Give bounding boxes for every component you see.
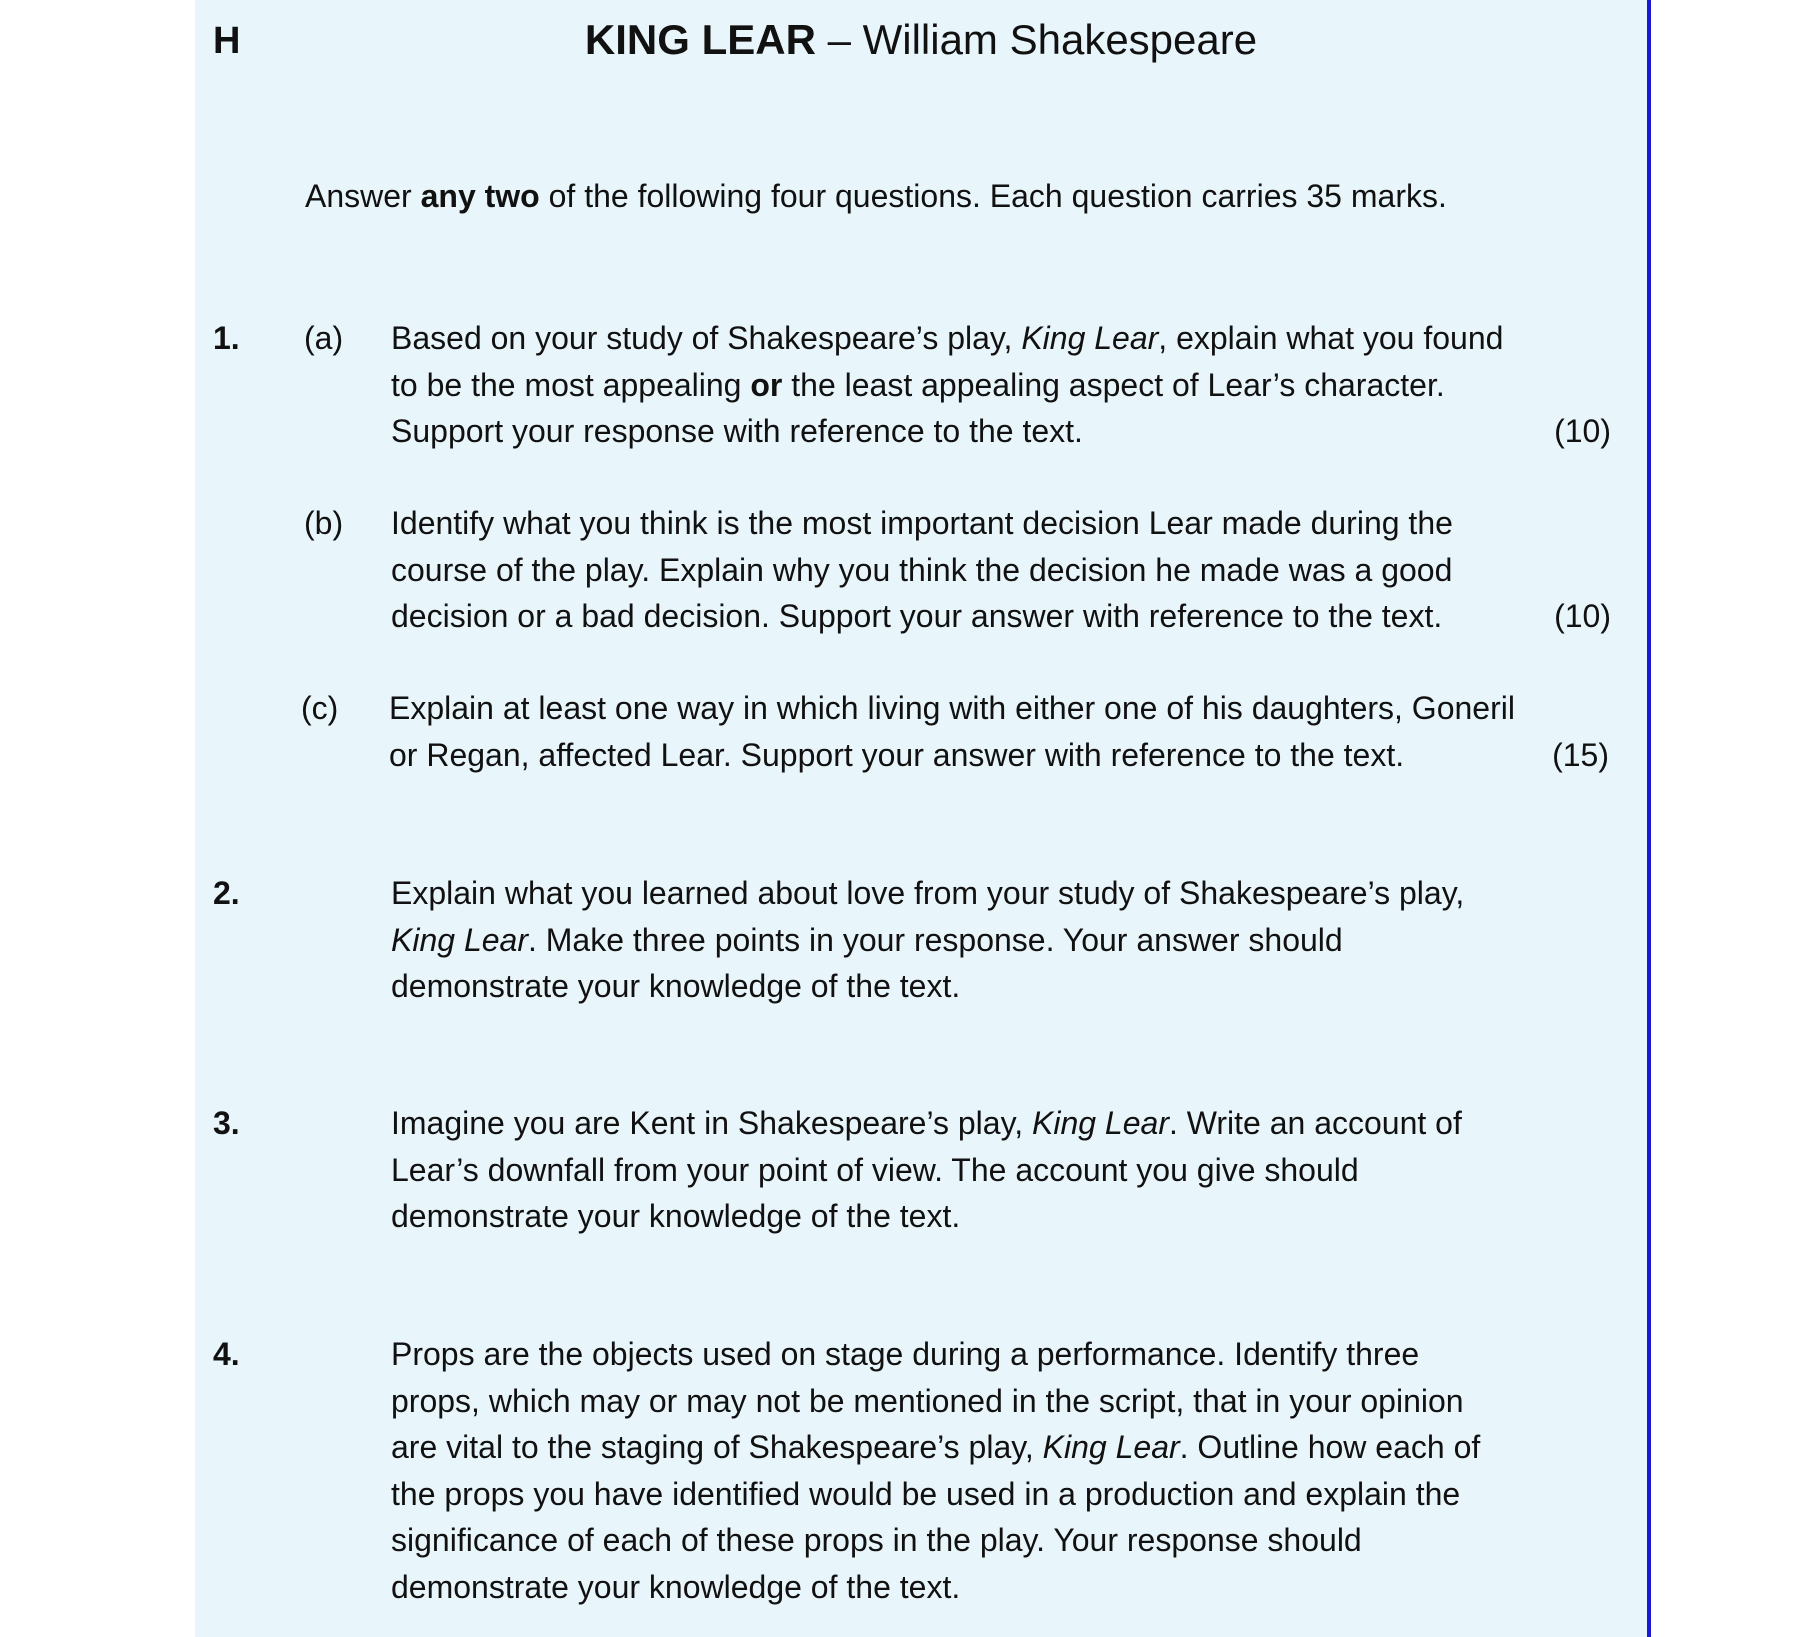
question-line: King Lear. Make three points in your response. Your answer should bbox=[391, 921, 1343, 958]
question-line: or Regan, affected Lear. Support your answer with reference to the text. (15) bbox=[389, 732, 1609, 779]
title-play-name: KING LEAR bbox=[584, 16, 816, 63]
question-line: Explain what you learned about love from your study of Shakespeare’s play, bbox=[391, 875, 1465, 911]
exam-page bbox=[195, 0, 1651, 1637]
marks-1b: (10) bbox=[1554, 598, 1611, 634]
instruction-part: Answer bbox=[305, 178, 421, 214]
question-line: significance of each of these props in the play. Your response should bbox=[391, 1522, 1362, 1558]
question-2-text bbox=[391, 870, 1611, 1010]
question-line: demonstrate your knowledge of the text. bbox=[391, 1568, 961, 1605]
question-line: Imagine you are Kent in Shakespeare’s play, King Lear. Write an account of bbox=[391, 1105, 1462, 1141]
marks-1c: (15) bbox=[1552, 736, 1609, 773]
question-line: Props are the objects used on stage during a performance. Identify three bbox=[391, 1336, 1420, 1372]
instruction-text bbox=[305, 178, 1447, 215]
question-line: are vital to the staging of Shakespeare’s play, King Lear. Outline how each of bbox=[391, 1429, 1481, 1465]
question-4-text bbox=[391, 1331, 1611, 1610]
question-line: decision or a bad decision. Support your answer with reference to the text. (10) bbox=[391, 593, 1611, 640]
question-line: demonstrate your knowledge of the text. bbox=[391, 968, 961, 1004]
question-line: demonstrate your knowledge of the text. bbox=[391, 1198, 961, 1234]
question-line: course of the play. Explain why you think the decision he made was a good bbox=[391, 551, 1453, 588]
question-number-1: 1. bbox=[213, 320, 240, 356]
question-3-text bbox=[391, 1100, 1611, 1240]
question-1c-label: (c) bbox=[301, 690, 339, 726]
question-1b-label: (b) bbox=[304, 505, 344, 541]
section-letter: H bbox=[213, 20, 241, 62]
question-1c-text bbox=[389, 685, 1609, 778]
question-1a-label: (a) bbox=[304, 320, 344, 356]
question-number-3: 3. bbox=[213, 1105, 240, 1141]
question-line: the props you have identified would be used in a production and explain the bbox=[391, 1475, 1461, 1512]
question-line: Explain at least one way in which living with either one of his daughters, Goneril bbox=[389, 690, 1515, 726]
question-number-2: 2. bbox=[213, 875, 240, 911]
instruction-emphasis: any two bbox=[420, 178, 540, 214]
question-1a-text bbox=[391, 315, 1611, 455]
title-author: – William Shakespeare bbox=[815, 16, 1258, 63]
question-line: Support your response with reference to the text. (10) bbox=[391, 408, 1611, 455]
question-1b-text bbox=[391, 500, 1611, 640]
marks-1a: (10) bbox=[1554, 413, 1611, 449]
question-line: to be the most appealing or the least appealing aspect of Lear’s character. bbox=[391, 366, 1445, 403]
question-line: Identify what you think is the most important decision Lear made during the bbox=[391, 505, 1453, 541]
question-line: Lear’s downfall from your point of view. The account you give should bbox=[391, 1151, 1359, 1188]
page-title bbox=[195, 16, 1647, 64]
question-line: props, which may or may not be mentioned in the script, that in your opinion bbox=[391, 1382, 1464, 1419]
question-number-4: 4. bbox=[213, 1336, 240, 1372]
question-line: Based on your study of Shakespeare’s play, King Lear, explain what you found bbox=[391, 320, 1504, 356]
instruction-part: of the following four questions. Each question carries 35 marks. bbox=[539, 178, 1447, 214]
